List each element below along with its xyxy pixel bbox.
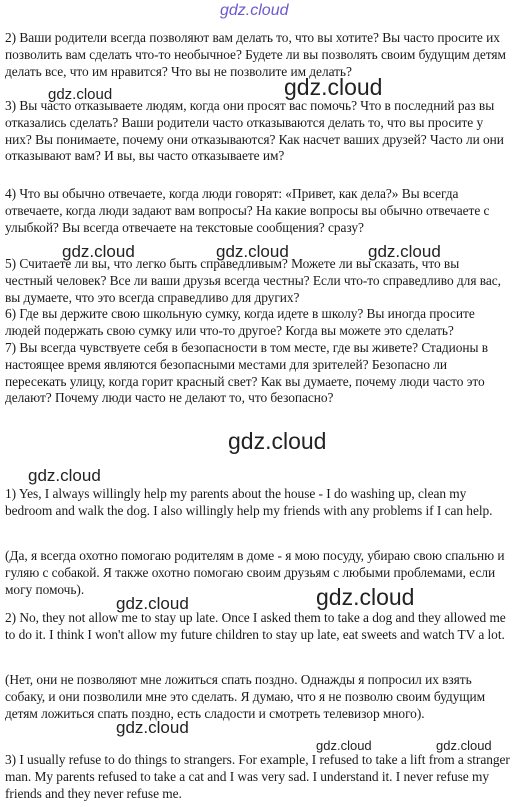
watermark: gdz.cloud — [316, 738, 372, 753]
watermark: gdz.cloud — [284, 74, 383, 100]
watermark: gdz.cloud — [28, 466, 101, 485]
question-paragraph-6: 6) Где вы держите свою школьную сумку, когда идете в школу? Вы иногда просите людей подержать свою сумку или что-то другое? Когда вы можете это сделать? — [5, 306, 475, 338]
watermark: gdz.cloud — [228, 428, 327, 454]
answer-translation-2: (Нет, они не позволяют мне ложиться спать поздно. Однажды я попросил их взять собаку, и они позволили мне это сделать. Я думаю, что я не позволю своим будущим детям ложиться спать поздно, есть сладости и смотреть телевизор много). — [5, 672, 486, 721]
question-paragraph-5: 5) Считаете ли вы, что легко быть справедливым? Можете ли вы сказать, что вы честный человек? Все ли ваши друзья всегда честны? Если что-то справедливо для вас, вы думаете, что это всегда справедливо для других? — [5, 256, 501, 305]
answer-paragraph-2: 2) No, they not allow me to stay up late. Once I asked them to take a dog and they allowed me to do it. I think I won't allow my future children to stay up late, eat sweets and watch TV a lot. — [5, 610, 506, 642]
question-paragraph-4: 4) Что вы обычно отвечаете, когда люди говорят: «Привет, как дела?» Вы всегда отвечаете, когда люди задают вам вопросы? На какие вопросы вы обычно отвечаете с улыбкой? Вы всегда отвечаете на текстовые сообщения? сразу? — [5, 186, 490, 235]
watermark-top: gdz.cloud — [220, 2, 289, 19]
question-paragraph-2: 2) Ваши родители всегда позволяют вам делать то, что вы хотите? Вы часто просите их позволить вам сделать что-то необычное? Будете ли вы позволять своим будущим детям делать все, что им нравится? Что вы не позволите им делать? — [5, 30, 506, 79]
watermark: gdz.cloud — [368, 242, 441, 261]
question-paragraph-7: 7) Вы всегда чувствуете себя в безопасности в том месте, где вы живете? Стадионы в настоящее время являются безопасными местами для зрителей? Безопасно ли пересекать улицу, когда горит красный свет? Как вы думаете, почему люди часто это делают? Почему люди часто не делают то, что безопасно? — [5, 340, 489, 406]
answer-translation-1: (Да, я всегда охотно помогаю родителям в доме - я мою посуду, убираю свою спальню и гуляю с собакой. Я также охотно помогаю своим друзьям с любыми проблемами, если могу помочь). — [5, 548, 505, 597]
watermark: gdz.cloud — [116, 718, 189, 737]
answer-paragraph-3: 3) I usually refuse to do things to strangers. For example, I refused to take a lift from a stranger man. My parents refused to take a cat and I was very sad. I understand it. I never refuse my friends and they never refuse me. — [5, 752, 510, 801]
watermark: gdz.cloud — [48, 86, 113, 103]
watermark: gdz.cloud — [116, 594, 189, 613]
watermark: gdz.cloud — [216, 242, 289, 261]
answer-paragraph-1: 1) Yes, I always willingly help my parents about the house - I do washing up, clean my bedroom and walk the dog. I also willingly help my friends with any problems if I can help. — [5, 486, 493, 518]
watermark: gdz.cloud — [62, 242, 135, 261]
question-paragraph-3: 3) Вы часто отказываете людям, когда они просят вас помочь? Что в последний раз вы отказались сделать? Ваши родители часто отказываются делать то, что вы просите у них? Вы понимаете, почему они отказываются? Как насчет ваших друзей? Часто ли они отказывают вам? И вы, вы часто отказываете им? — [5, 98, 504, 164]
watermark: gdz.cloud — [436, 738, 492, 753]
watermark: gdz.cloud — [316, 584, 415, 610]
